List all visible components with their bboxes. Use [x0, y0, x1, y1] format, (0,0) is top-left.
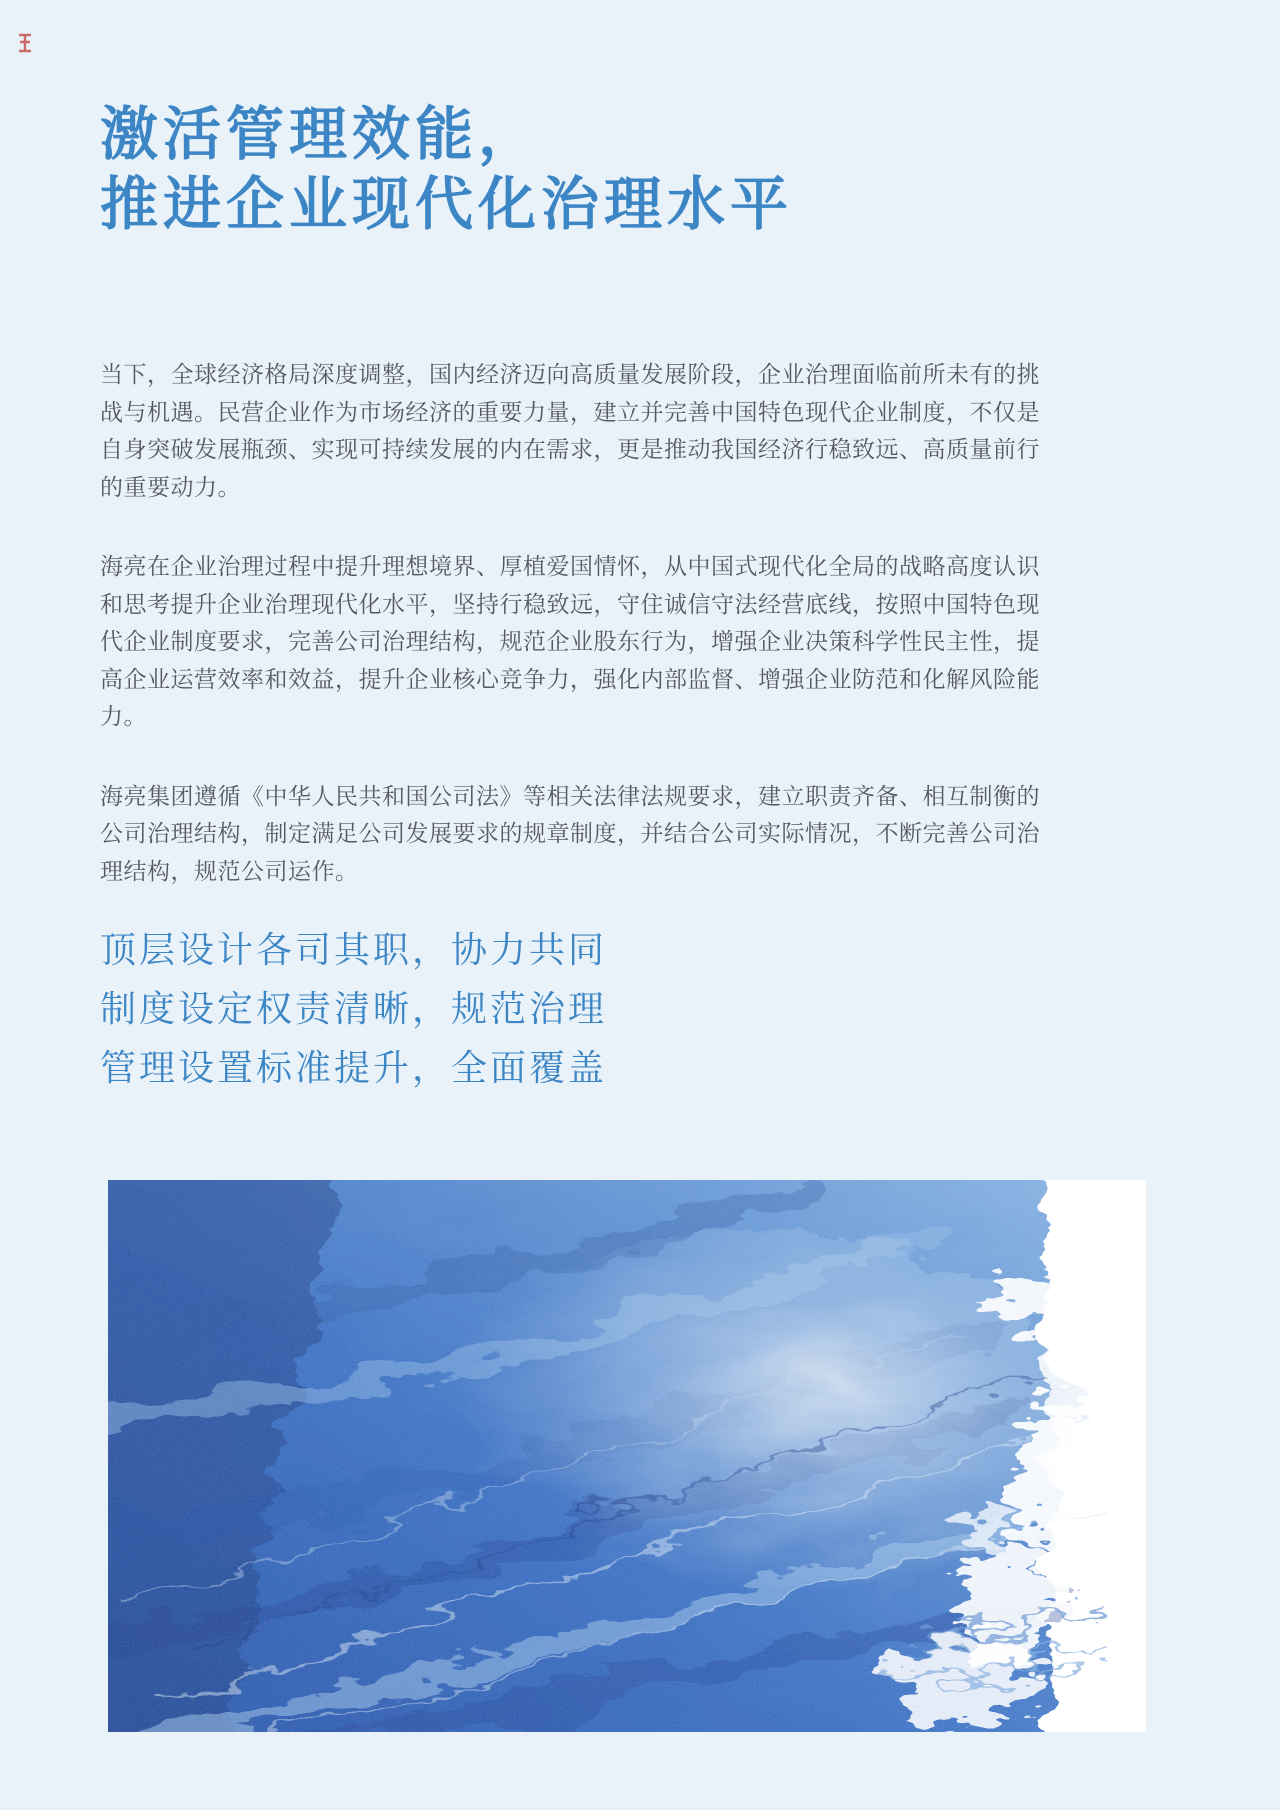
paragraph-1: 当下，全球经济格局深度调整，国内经济迈向高质量发展阶段，企业治理面临前所未有的挑战与机遇。民营企业作为市场经济的重要力量，建立并完善中国特色现代企业制度，不仅是自身突破发展瓶颈、实现可持续发展的内在需求，更是推动我国经济行稳致远、高质量前行的重要动力。 — [100, 361, 1040, 500]
body-paragraphs — [100, 356, 1040, 932]
blue-paint-texture-image — [108, 1180, 1146, 1732]
page-title-line-1: 激活管理效能， — [100, 102, 542, 167]
highlight-statements — [100, 920, 607, 1097]
paragraph-3: 海亮集团遵循《中华人民共和国公司法》等相关法律法规要求，建立职责齐备、相互制衡的公司治理结构，制定满足公司发展要求的规章制度，并结合公司实际情况，不断完善公司治理结构，规范公司运作。 — [100, 782, 1040, 884]
page-title-line-2: 推进企业现代化治理水平 — [100, 172, 794, 237]
paragraph-2: 海亮在企业治理过程中提升理想境界、厚植爱国情怀，从中国式现代化全局的战略高度认识和思考提升企业治理现代化水平，坚持行稳致远，守住诚信守法经营底线，按照中国特色现代企业制度要求，完善公司治理结构，规范企业股东行为，增强企业决策科学性民主性，提高企业运营效率和效益，提升企业核心竞争力，强化内部监督、增强企业防范和化解风险能力。 — [100, 553, 1040, 729]
page-title — [100, 100, 793, 240]
highlight-line-3: 管理设置标准提升，全面覆盖 — [100, 1047, 608, 1088]
highlight-line-1: 顶层设计各司其职，协力共同 — [100, 929, 608, 970]
corner-stamp-mark — [16, 32, 34, 54]
highlight-line-2: 制度设定权责清晰，规范治理 — [100, 988, 608, 1029]
